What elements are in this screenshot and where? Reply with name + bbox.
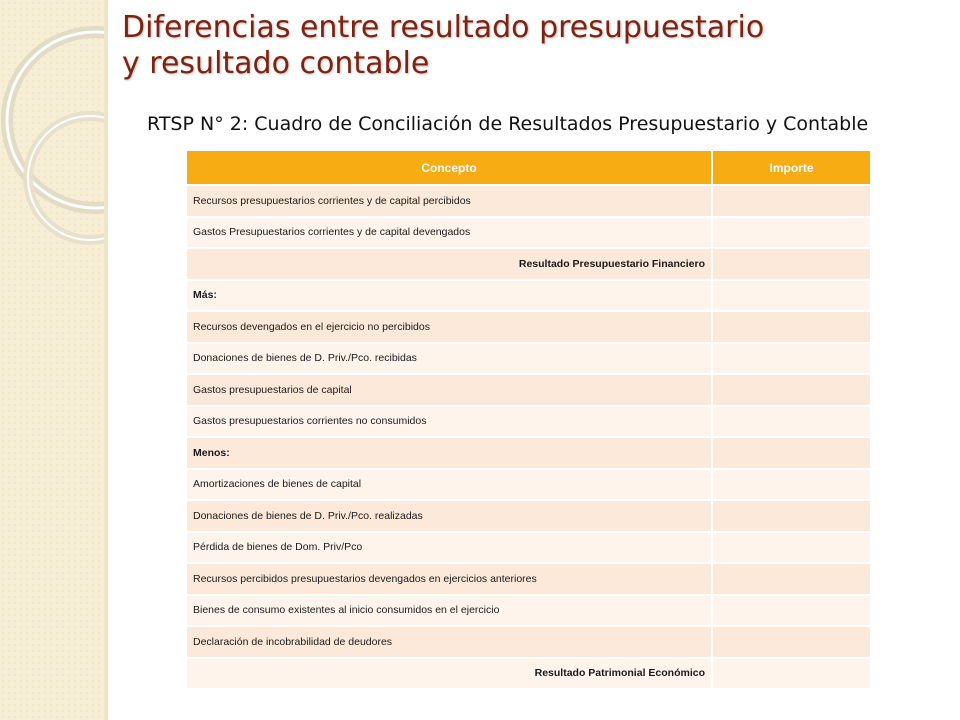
- concepto-cell: Más:: [187, 280, 712, 312]
- table-row: [187, 595, 870, 627]
- concepto-cell: Donaciones de bienes de D. Priv./Pco. realizadas: [187, 500, 712, 532]
- table-row: [187, 343, 870, 375]
- importe-cell: [712, 437, 870, 469]
- slide-subtitle: RTSP N° 2: Cuadro de Conciliación de Resultados Presupuestario y Contable: [147, 113, 869, 135]
- concepto-cell: Gastos presupuestarios de capital: [187, 374, 712, 406]
- importe-cell: [712, 595, 870, 627]
- importe-cell: [712, 343, 870, 375]
- table-row: [187, 248, 870, 280]
- importe-cell: [712, 469, 870, 501]
- slide-title: [122, 10, 764, 82]
- importe-cell: [712, 406, 870, 438]
- importe-cell: [712, 217, 870, 249]
- concepto-cell: Amortizaciones de bienes de capital: [187, 469, 712, 501]
- importe-cell: [712, 626, 870, 658]
- concepto-cell: Gastos presupuestarios corrientes no consumidos: [187, 406, 712, 438]
- importe-cell: [712, 532, 870, 564]
- table-row: [187, 217, 870, 249]
- table-row: [187, 437, 870, 469]
- table-row: [187, 280, 870, 312]
- header-importe: Importe: [712, 151, 870, 185]
- concepto-cell: Resultado Presupuestario Financiero: [187, 248, 712, 280]
- table-body: [187, 185, 870, 688]
- table-row: [187, 311, 870, 343]
- importe-cell: [712, 185, 870, 217]
- slide-title-line2: y resultado contable: [122, 46, 430, 81]
- table-row: [187, 185, 870, 217]
- header-concepto: Concepto: [187, 151, 712, 185]
- importe-cell: [712, 563, 870, 595]
- table-row: [187, 500, 870, 532]
- concepto-cell: Declaración de incobrabilidad de deudores: [187, 626, 712, 658]
- importe-cell: [712, 374, 870, 406]
- table-row: [187, 658, 870, 689]
- table-row: [187, 406, 870, 438]
- concepto-cell: Recursos presupuestarios corrientes y de capital percibidos: [187, 185, 712, 217]
- concepto-cell: Gastos Presupuestarios corrientes y de capital devengados: [187, 217, 712, 249]
- importe-cell: [712, 280, 870, 312]
- importe-cell: [712, 500, 870, 532]
- concepto-cell: Recursos devengados en el ejercicio no percibidos: [187, 311, 712, 343]
- importe-cell: [712, 248, 870, 280]
- table-row: [187, 626, 870, 658]
- table-header-row: [187, 151, 870, 185]
- concepto-cell: Recursos percibidos presupuestarios devengados en ejercicios anteriores: [187, 563, 712, 595]
- concepto-cell: Menos:: [187, 437, 712, 469]
- table-row: [187, 374, 870, 406]
- table-row: [187, 563, 870, 595]
- table-row: [187, 532, 870, 564]
- concepto-cell: Donaciones de bienes de D. Priv./Pco. recibidas: [187, 343, 712, 375]
- decorative-side-panel: [0, 0, 108, 720]
- concepto-cell: Resultado Patrimonial Económico: [187, 658, 712, 689]
- importe-cell: [712, 658, 870, 689]
- table-row: [187, 469, 870, 501]
- slide-title-line1: Diferencias entre resultado presupuestario: [122, 10, 765, 45]
- reconciliation-table: [187, 151, 870, 688]
- importe-cell: [712, 311, 870, 343]
- concepto-cell: Pérdida de bienes de Dom. Priv/Pco: [187, 532, 712, 564]
- concepto-cell: Bienes de consumo existentes al inicio consumidos en el ejercicio: [187, 595, 712, 627]
- decorative-rings: [0, 0, 108, 720]
